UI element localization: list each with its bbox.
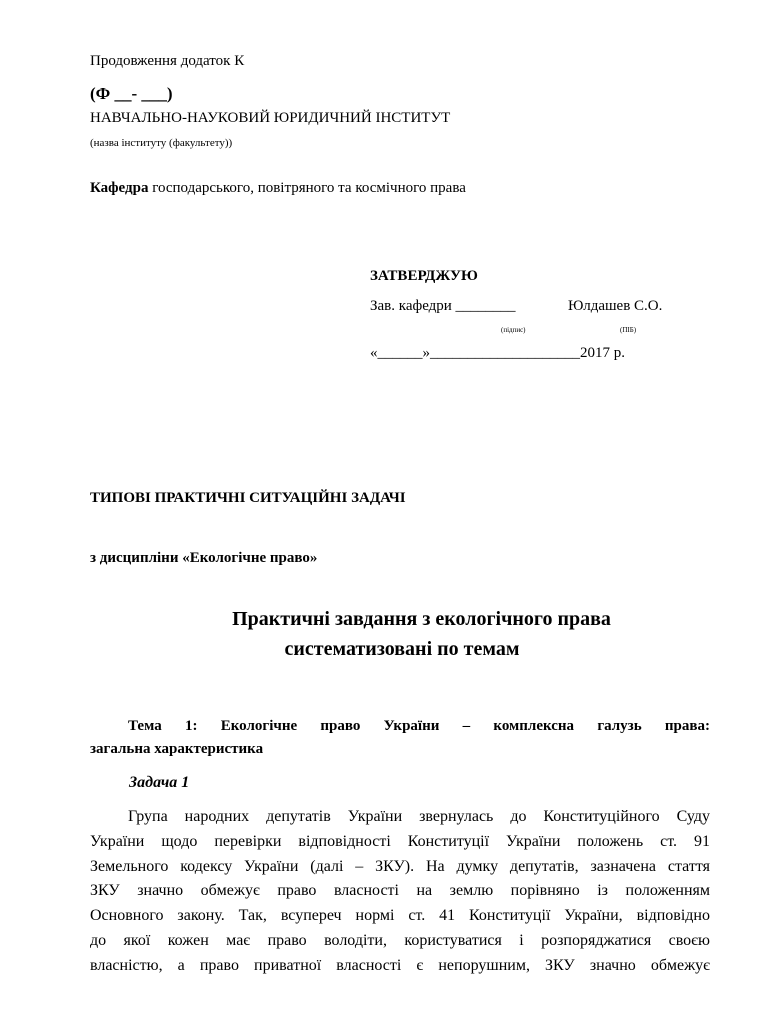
- approval-title: ЗАТВЕРДЖУЮ: [370, 268, 478, 284]
- form-code: (Ф __- ___): [90, 84, 173, 103]
- paragraph-line: ЗКУ значно обмежує право власності на землю порівняно із положенням: [90, 882, 710, 900]
- paragraph-line: Основного закону. Так, всупереч нормі ст. 41 Конституції України, відповідно: [90, 907, 710, 925]
- appendix-label: Продовження додаток К: [90, 53, 245, 69]
- task-paragraph: [90, 805, 710, 979]
- doc-title: ТИПОВІ ПРАКТИЧНІ СИТУАЦІЙНІ ЗАДАЧІ: [90, 490, 406, 506]
- discipline-line: з дисципліни «Екологічне право»: [90, 550, 318, 566]
- topic-line1: Тема 1: Екологічне право України – комплексна галузь права:: [128, 718, 710, 734]
- main-title-line2: систематизовані по темам: [284, 638, 520, 660]
- institute-name: НАВЧАЛЬНО-НАУКОВИЙ ЮРИДИЧНИЙ ІНСТИТУТ: [90, 110, 451, 126]
- paragraph-line: Земельного кодексу України (далі – ЗКУ). На думку депутатів, зазначена стаття: [90, 857, 710, 875]
- paragraph-line: власністю, а право приватної власності є непорушним, ЗКУ значно обмежує: [90, 956, 710, 974]
- topic-line2: загальна характеристика: [90, 741, 264, 757]
- signature-caption: (підпис): [501, 326, 526, 334]
- department-name: господарського, повітряного та космічного права: [152, 180, 466, 196]
- institute-caption: (назва інституту (факультету)): [90, 137, 233, 149]
- department-line: [90, 180, 466, 197]
- paragraph-line: до якої кожен має право володіти, користуватися і розпоряджатися своєю: [90, 931, 710, 949]
- paragraph-line: Група народних депутатів України звернулась до Конституційного Суду: [128, 808, 710, 825]
- paragraph-line: України щодо перевірки відповідності Конституції України положень ст. 91: [90, 832, 710, 850]
- department-label: Кафедра: [90, 180, 149, 196]
- main-title-line1: Практичні завдання з екологічного права: [232, 608, 611, 630]
- task-title: Задача 1: [129, 774, 190, 791]
- approval-name: Юлдашев С.О.: [568, 298, 663, 314]
- approval-date-line: «______»____________________2017 р.: [370, 345, 625, 361]
- approval-head-line: Зав. кафедри ________: [370, 298, 516, 314]
- name-caption: (ПІБ): [620, 326, 637, 334]
